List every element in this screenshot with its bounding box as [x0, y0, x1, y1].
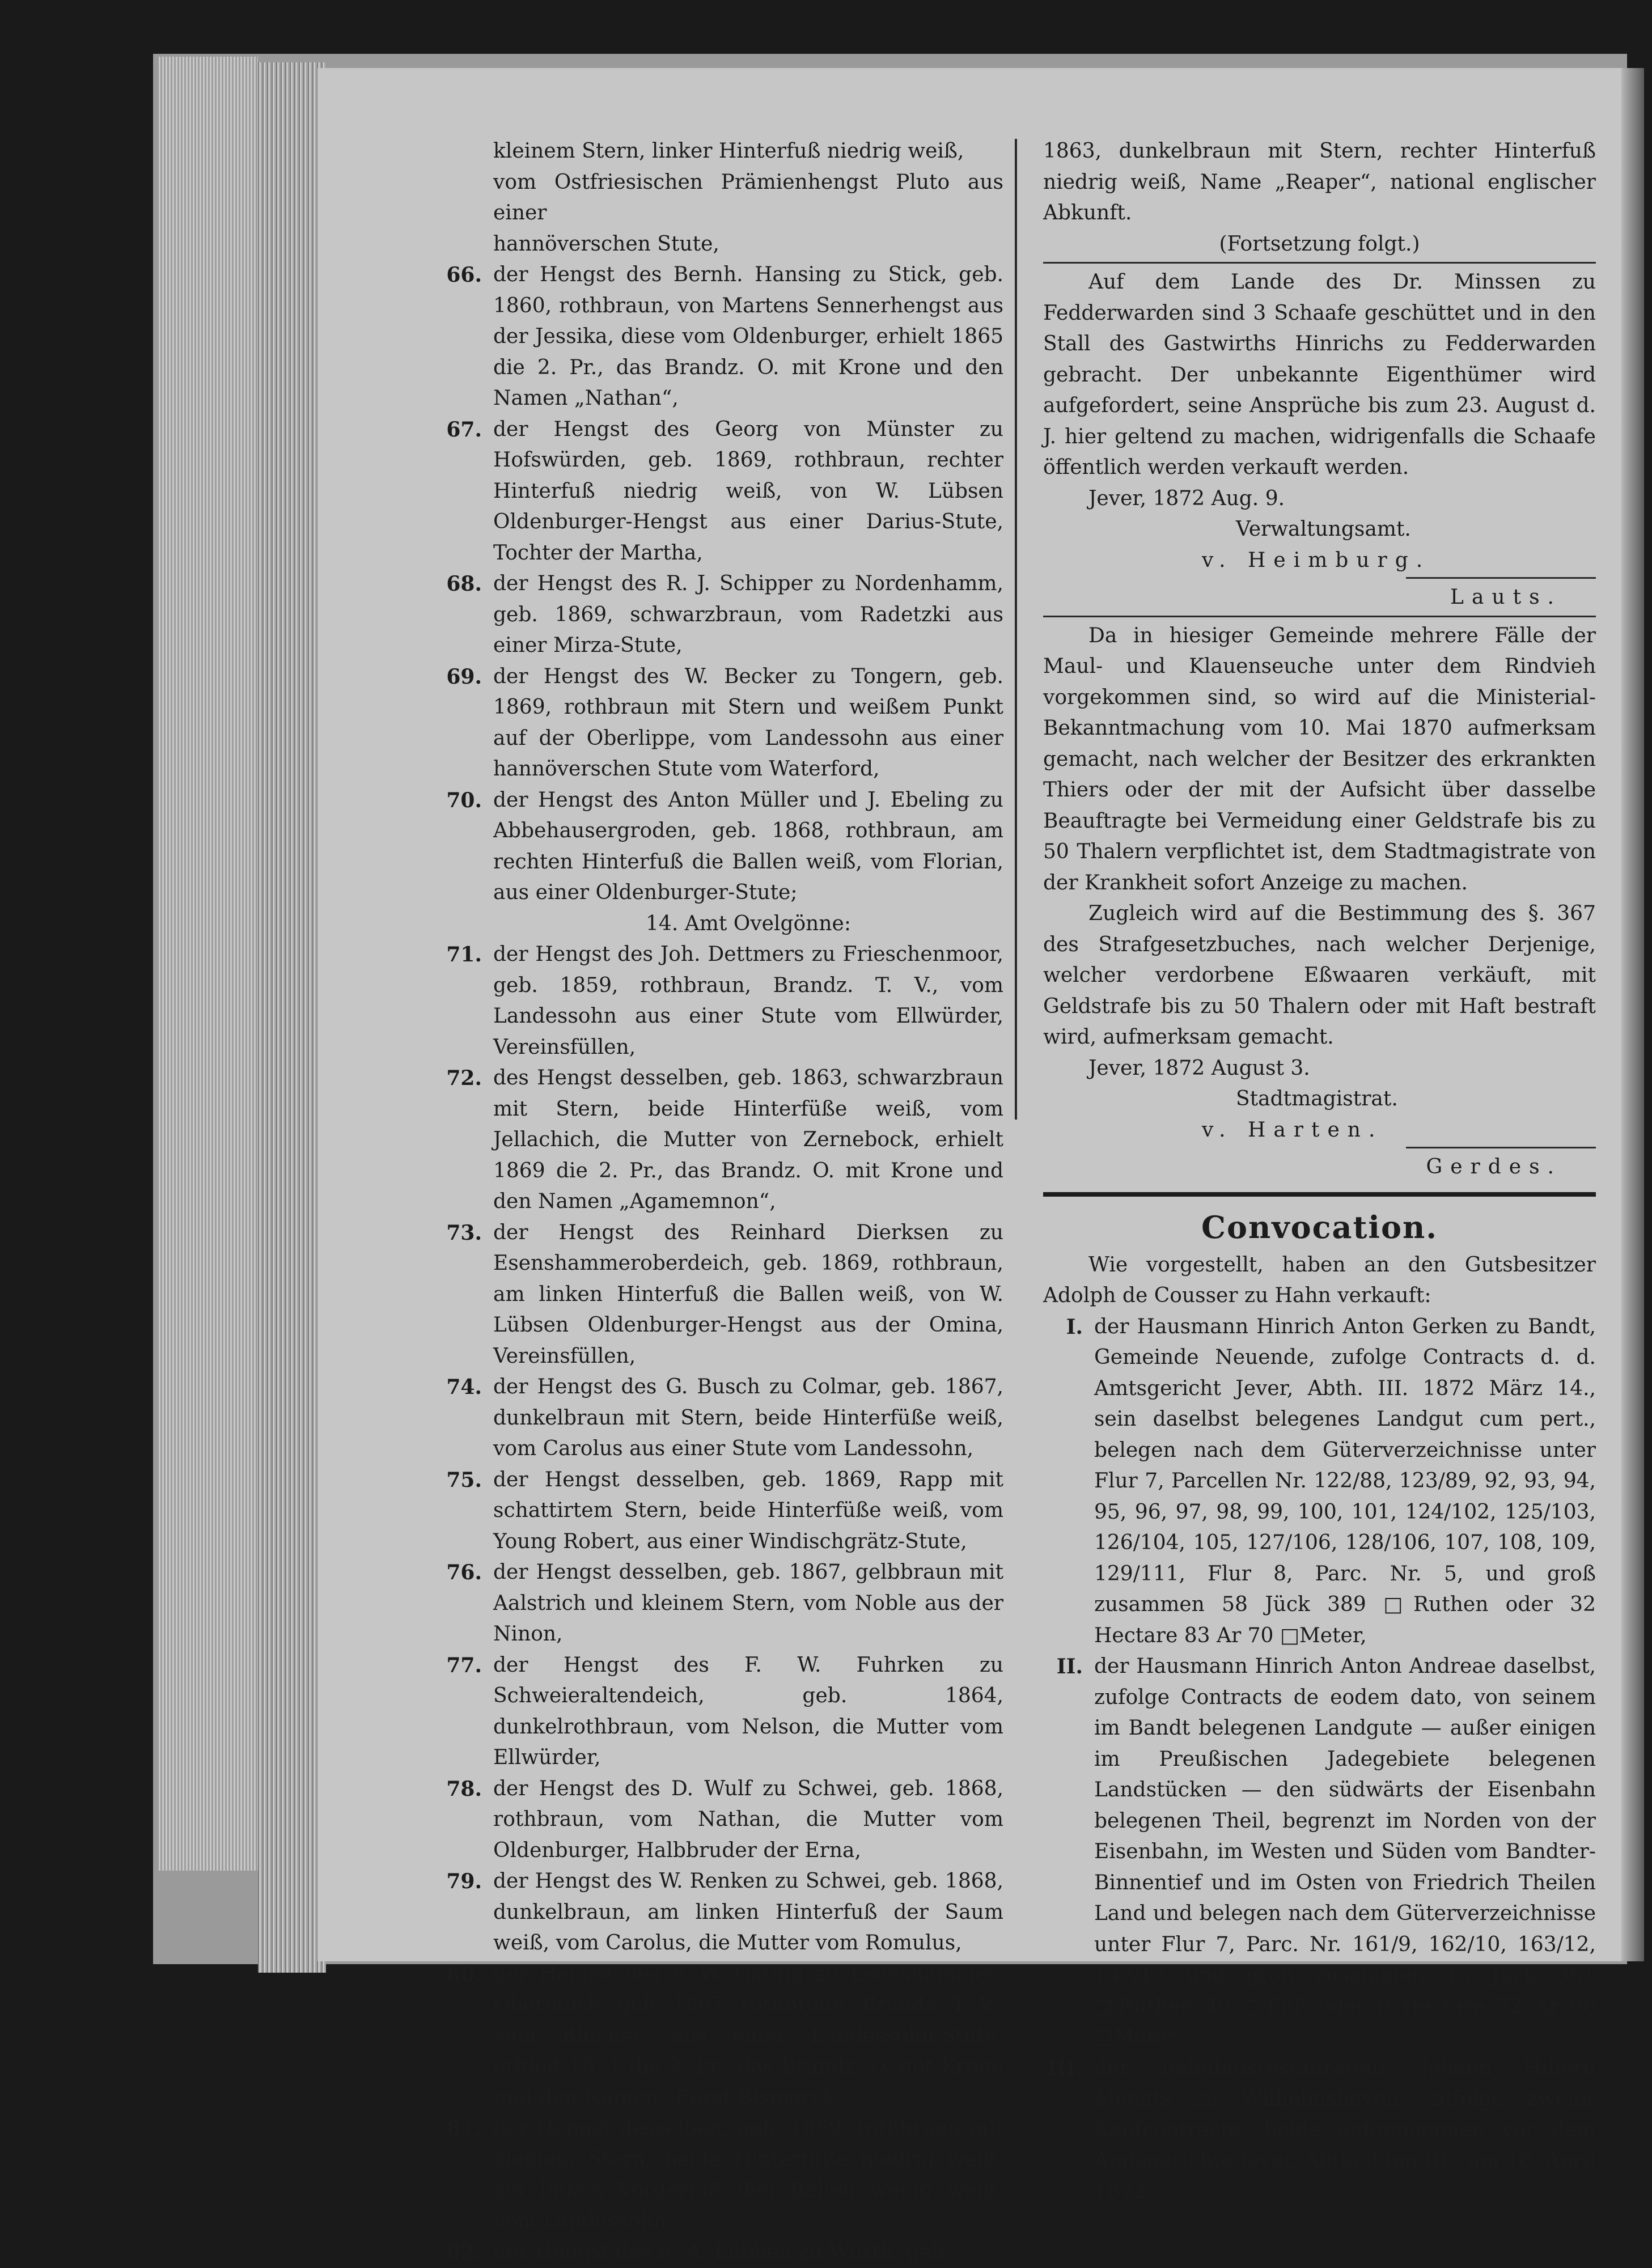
entry-number: 74. [446, 1375, 482, 1399]
stallion-entry [437, 1959, 1003, 2114]
entry-number: 66. [446, 263, 482, 287]
convocation-item [1043, 1312, 1596, 1652]
continuation-note: (Fortsetzung folgt.) [1219, 232, 1420, 256]
entry-number: 68. [446, 572, 482, 596]
epidemic-notice-para: Zugleich wird auf die Bestimmung des §. 367 des Strafgesetzbuches, nach welcher Derjenige, welcher verdorbene Eßwaaren verkäuft, mit Geldstrafe bis zu 50 Thalern oder mit Haft bestraft wird, aufmerksam gemacht. [1043, 902, 1596, 1049]
entry-text: der Hengst des F. W. Gäting zu Esenshammer-Oberdeich, geb. 1867, rothbraun, Brandz. T. V., vom Blücher, aus einer Landessohn-Stute, erhielt 1871 die 2. Pr., das Brandz. O. mit Krone und den Namen „Fürst Bismarck“, [493, 1962, 1003, 2109]
entry-number: 78. [446, 1777, 482, 1801]
entry-text: der Hengst des W. Becker zu Tongern, geb. 1869, rothbraun mit Stern und weißem Punkt auf der Oberlippe, vom Landessohn aus einer hannöverschen Stute vom Waterford, [493, 664, 1003, 781]
stallion-entry [437, 1465, 1003, 1558]
entry-text: der Hengst des Joh. Dettmers zu Frieschenmoor, geb. 1859, rothbraun, Brandz. T. V., vom Landessohn aus einer Stute vom Ellwürder, Vereinsfüllen, [493, 943, 1003, 1059]
stallion-entry [437, 1866, 1003, 1959]
entry-text: der Hengst des R. J. Schipper zu Nordenhamm, geb. 1869, schwarzbraun, vom Radetzki aus einer Mirza-Stute, [493, 572, 1003, 657]
column-divider [1015, 139, 1017, 1120]
convocation-title: Convocation. [1201, 1209, 1438, 1245]
intro-line: kleinem Stern, linker Hinterfuß niedrig weiß, [493, 139, 964, 163]
entry-text: der Hengst des R. A. Lübben zu Wurth, geb. [493, 2240, 951, 2263]
entry-number: 81. [446, 2117, 482, 2140]
stallion-entry [437, 1774, 1003, 1867]
notice-office: Verwaltungsamt. [1236, 518, 1411, 541]
entry-number: 79. [446, 1869, 482, 1893]
stallion-entry [437, 260, 1003, 414]
stallion-entry [437, 1650, 1003, 1774]
stallion-entry [437, 2113, 1003, 2237]
stallion-entry [437, 662, 1003, 785]
entry-number: 80. [446, 1962, 482, 1986]
continued-entry-text: 1863, dunkelbraun mit Stern, rechter Hinterfuß niedrig weiß, Name „Reaper“, national englischer Abkunft. [1043, 139, 1596, 224]
notice-place-date: Jever, 1872 August 3. [1088, 1056, 1310, 1080]
stallion-entry [437, 1372, 1003, 1465]
facing-page-edge [1621, 68, 1644, 1961]
divider-rule [1043, 262, 1596, 264]
notice-place-date: Jever, 1872 Aug. 9. [1088, 486, 1285, 510]
entry-number: 82. [446, 2240, 482, 2264]
notice-counter-signer: Gerdes. [1426, 1155, 1562, 1178]
stallion-entry [437, 785, 1003, 909]
stallion-entry [437, 1063, 1003, 1218]
item-number: III. [1047, 2056, 1083, 2080]
entry-text: der Hengst desselben, geb. 1869, Rapp mit schattirtem Stern, beide Hinterfüße weiß, vom Young Robert, aus einer Windischgrätz-Stute, [493, 1468, 1003, 1553]
book-spine [258, 62, 326, 1973]
entry-number: 75. [446, 1468, 482, 1492]
entry-text: der Hengst des Georg von Münster zu Hofswürden, geb. 1869, rothbraun, rechter Hinterfuß niedrig weiß, von W. Lübsen Oldenburger-Hengst aus einer Darius-Stute, Tochter der Martha, [493, 417, 1003, 565]
notice-counter-signer: Lauts. [1450, 586, 1562, 609]
signature-rule [1406, 1147, 1596, 1148]
stallion-entry [437, 939, 1003, 1063]
entry-text: der Hengst desselben, geb. 1869, rothbraun mit kleinem Stern, beide Hinterfüße niedrig weiß, am linken Vorderfuß den Ballen wenig weiß, vom Landessohn, [493, 2117, 1003, 2233]
intro-line: vom Ostfriesischen Prämienhengst Pluto aus einer [493, 170, 1003, 224]
stallion-entry [437, 569, 1003, 662]
entry-text: der Hengst des W. Renken zu Schwei, geb. 1868, dunkelbraun, am linken Hinterfuß der Saum weiß, vom Carolus, die Mutter vom Romulus, [493, 1869, 1003, 1955]
entry-number: 70. [446, 788, 482, 812]
convocation-item [1043, 1651, 1596, 2053]
entry-text: der Hengst des D. Wulf zu Schwei, geb. 1868, rothbraun, vom Nathan, die Mutter vom Oldenburger, Halbbruder der Erna, [493, 1777, 1003, 1862]
lost-sheep-notice-text: Auf dem Lande des Dr. Minssen zu Fedderwarden sind 3 Schaafe geschüttet und in den Stall des Gastwirths Hinrichs zu Fedderwarden gebracht. Der unbekannte Eigenthümer wird aufgefordert, seine Ansprüche bis zum 23. August d. J. hier geltend zu machen, widrigenfalls die Schaafe öffentlich werden verkauft werden. [1043, 270, 1596, 479]
notice-signer: v. Harten. [1202, 1118, 1383, 1142]
section-heading: 14. Amt Ovelgönne: [646, 912, 851, 935]
stallion-entry [437, 2237, 1003, 2268]
entry-text: der Hengst desselben, geb. 1867, gelbbraun mit Aalstrich und kleinem Stern, vom Noble aus der Ninon, [493, 1561, 1003, 1646]
entry-number: 72. [446, 1066, 482, 1090]
entry-text: der Hengst des Reinhard Dierksen zu Esenshammeroberdeich, geb. 1869, rothbraun, am linken Hinterfuß die Ballen weiß, von W. Lübsen Oldenburger-Hengst aus der Omina, Vereinsfüllen, [493, 1220, 1003, 1368]
entry-number: 77. [446, 1653, 482, 1677]
entry-text: der Hengst des Anton Müller und J. Ebeling zu Abbehausergroden, geb. 1868, rothbraun, am rechten Hinterfuß die Ballen weiß, vom Florian, aus einer Oldenburger-Stute; [493, 788, 1003, 904]
divider-rule [1043, 616, 1596, 617]
entry-number: 76. [446, 1561, 482, 1584]
entry-number: 67. [446, 417, 482, 442]
item-text: der Bahnhofsrestaurateur Johann Hillern Meents zu Wilhelmshaven, zufolge zweier Kaufcontracte, beide aufgenommen vor dem Amtsgerichte Jever, Abtheilung III., am 16. April 1872: [1094, 2056, 1596, 2203]
section-rule [1043, 1192, 1596, 1197]
right-column [1043, 136, 1596, 2207]
entry-text: des Hengst desselben, geb. 1863, schwarzbraun mit Stern, beide Hinterfüße weiß, vom Jellachich, die Mutter von Zernebock, erhielt 1869 die 2. Pr., das Brandz. O. mit Krone und den Namen „Agamemnon“, [493, 1066, 1003, 1213]
entry-number: 69. [446, 664, 482, 689]
entry-text: der Hengst des G. Busch zu Colmar, geb. 1867, dunkelbraun mit Stern, beide Hinterfüße weiß, vom Carolus aus einer Stute vom Landessohn, [493, 1375, 1003, 1460]
entry-number: 73. [446, 1220, 482, 1245]
item-text: der Hausmann Hinrich Anton Andreae daselbst, zufolge Contracts de eodem dato, von seinem im Bandt belegenen Landgute — außer einigen im Preußischen Jadegebiete belegenen Landstücken — den südwärts der Eisenbahn belegenen Theil, begrenzt im Norden von der Eisenbahn, im Westen und Süden vom Bandter-Binnentief und im Osten von Friedrich Theilen Land und belegen nach dem Güterverzeichnisse unter Flur 7, Parc. Nr. 161/9, 162/10, 163/12, 147/13 und groß zusammen 15 Jück 361 □Ruthen 40 □Fuß oder 8 Hectare 72 Ar 06 □Meter, [1094, 1655, 1596, 2049]
entry-text: der Hengst des F. W. Fuhrken zu Schweieraltendeich, geb. 1864, dunkelrothbraun, vom Nelson, die Mutter vom Ellwürder, [493, 1653, 1003, 1769]
stallion-entry [437, 1218, 1003, 1372]
signature-rule [1406, 577, 1596, 579]
book-edge-left [159, 57, 258, 1871]
entry-number: 71. [446, 943, 482, 966]
item-number: II. [1056, 1655, 1083, 1678]
entry-text: der Hengst des Bernh. Hansing zu Stick, geb. 1860, rothbraun, von Martens Sennerhengst aus der Jessika, diese vom Oldenburger, erhielt 1865 die 2. Pr., das Brandz. O. mit Krone und den Namen „Nathan“, [493, 263, 1003, 410]
convocation-item [1043, 2053, 1596, 2208]
notice-signer: v. Heimburg. [1202, 548, 1431, 572]
left-column [437, 136, 1003, 2268]
convocation-intro: Wie vorgestellt, haben an den Gutsbesitzer Adolph de Cousser zu Hahn verkauft: [1043, 1253, 1596, 1307]
intro-line: hannöverschen Stute, [493, 232, 719, 256]
item-text: der Hausmann Hinrich Anton Gerken zu Bandt, Gemeinde Neuende, zufolge Contracts d. d. Amtsgericht Jever, Abth. III. 1872 März 14., sein daselbst belegenes Landgut cum pert., belegen nach dem Güterverzeichnisse unter Flur 7, Parcellen Nr. 122/88, 123/89, 92, 93, 94, 95, 96, 97, 98, 99, 100, 101, 124/102, 125/103, 126/104, 105, 127/106, 128/106, 107, 108, 109, 129/111, Flur 8, Parc. Nr. 5, und groß zusammen 58 Jück 389 □Ruthen oder 32 Hectare 83 Ar 70 □Meter, [1094, 1315, 1596, 1647]
item-number: I. [1066, 1315, 1083, 1339]
notice-office: Stadtmagistrat. [1236, 1087, 1398, 1110]
epidemic-notice-para: Da in hiesiger Gemeinde mehrere Fälle der Maul- und Klauenseuche unter dem Rindvieh vorgekommen sind, so wird auf die Ministerial-Bekanntmachung vom 10. Mai 1870 aufmerksam gemacht, nach welcher der Besitzer des erkrankten Thiers oder der mit der Aufsicht über dasselbe Beauftragte bei Vermeidung einer Geldstrafe bis zu 50 Thalern verpflichtet ist, dem Stadtmagistrate von der Krankheit sofort Anzeige zu machen. [1043, 624, 1596, 895]
stallion-entry [437, 414, 1003, 569]
stallion-entry [437, 1557, 1003, 1650]
